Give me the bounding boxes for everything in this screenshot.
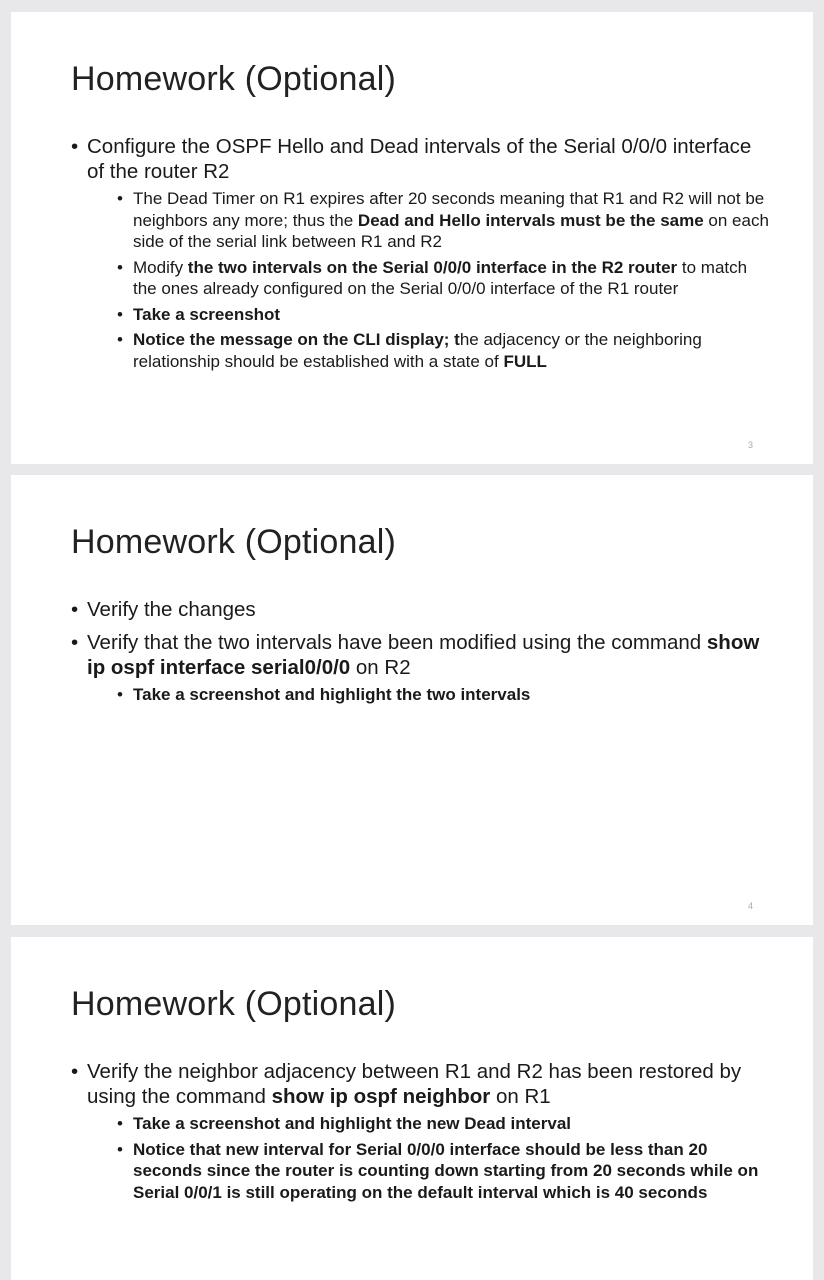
slide-body [71,134,773,380]
bullet-item [71,1059,773,1203]
bold-text: Dead and Hello intervals must be the same [357,210,704,230]
bullet-list [71,597,773,706]
sub-bullet-item [87,684,773,706]
bullet-item [71,597,773,622]
sub-bullet-item [87,188,773,253]
sub-bullet-item [87,304,773,326]
sub-bullet-list [87,1113,773,1203]
sub-bullet-list [87,684,773,706]
slide-body [71,1059,773,1211]
text: Verify the changes [87,598,256,621]
text: Verify that the two intervals have been modified using the command [87,631,707,654]
bold-text: Take a screenshot [133,304,281,324]
slide-title: Homework (Optional) [71,523,397,561]
bold-text: show ip ospf interface serial0/0/0 [87,631,760,679]
text: Modify [133,257,188,277]
slide-5 [11,937,813,1280]
sub-bullet-list [87,188,773,372]
slide-4 [11,475,813,925]
page-number: 4 [747,901,753,911]
text: on each side of the serial link between R1 and R2 [133,210,769,251]
text: to match the ones already configured on the Serial 0/0/0 interface of the R1 router [133,257,748,298]
text: Verify the neighbor adjacency between R1 and R2 has been restored by using the command [87,1060,742,1108]
bullet-item [71,630,773,706]
bold-text: Notice that new interval for Serial 0/0/0 interface should be less than 20 seconds since the router is counting down starting from 20 seconds while on Serial 0/0/1 is still operating on the default interval which is 40 seconds [133,1139,759,1202]
text: on R1 [490,1085,551,1108]
bullet-list [71,1059,773,1203]
sub-bullet-item [87,257,773,300]
bold-text: Take a screenshot and highlight the two intervals [133,685,531,704]
bold-text: Notice the message on the CLI display; t [133,330,460,349]
slide-3 [11,12,813,464]
sub-bullet-item [87,329,773,372]
bold-text: show ip ospf neighbor [271,1085,491,1108]
text: Configure the OSPF Hello and Dead intervals of the Serial 0/0/0 interface of the router R2 [87,135,752,183]
bold-text: Take a screenshot and highlight the new Dead interval [133,1114,572,1133]
slide-body [71,597,773,714]
text: he adjacency or the neighboring relationship should be established with a state of [133,330,702,371]
text: on R2 [350,656,411,679]
text: The Dead Timer on R1 expires after 20 seconds meaning that R1 and R2 will not be neighbors any more; thus the [133,189,765,230]
bullet-item [71,134,773,372]
bold-text: the two intervals on the Serial 0/0/0 interface in the R2 router [187,257,678,277]
bullet-list [71,134,773,372]
slide-title: Homework (Optional) [71,60,397,98]
bold-text: FULL [503,351,547,371]
sub-bullet-item [87,1113,773,1135]
sub-bullet-item [87,1139,773,1204]
slide-title: Homework (Optional) [71,985,397,1023]
page-number: 3 [747,440,753,450]
